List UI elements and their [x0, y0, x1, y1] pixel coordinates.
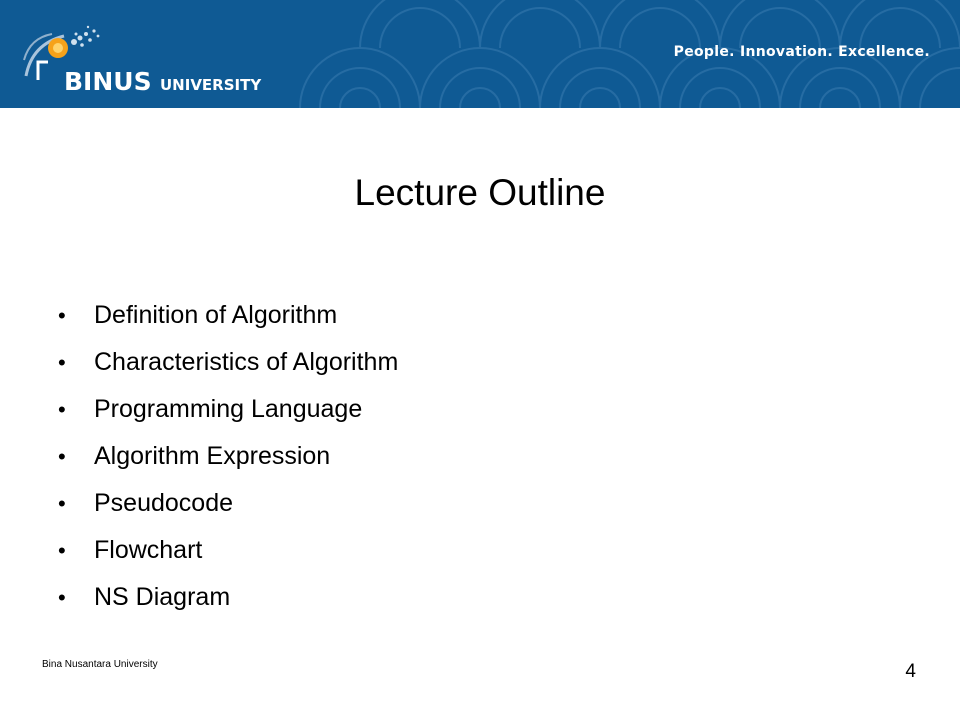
bullet-icon: • [58, 302, 66, 328]
page-number: 4 [905, 661, 916, 682]
list-item [58, 339, 398, 386]
bullet-icon: • [58, 443, 66, 469]
list-item [58, 292, 398, 339]
binus-logo [18, 14, 278, 98]
slide-title: Lecture Outline [354, 172, 606, 213]
logo-brand-text: BINUS [64, 67, 152, 96]
bullet-icon: • [58, 537, 66, 563]
list-item [58, 386, 398, 433]
header-banner [0, 0, 960, 108]
list-item [58, 527, 398, 574]
bullet-icon: • [58, 584, 66, 610]
bullet-icon: • [58, 349, 66, 375]
bullet-text: Characteristics of Algorithm [94, 348, 399, 376]
logo-suffix-text: UNIVERSITY [160, 76, 262, 94]
bullet-text: Algorithm Expression [94, 442, 331, 470]
bullet-icon: • [58, 490, 66, 516]
bullet-text: NS Diagram [94, 583, 231, 611]
list-item [58, 480, 398, 527]
bullet-text: Pseudocode [94, 489, 234, 517]
list-item [58, 433, 398, 480]
bullet-text: Definition of Algorithm [94, 301, 338, 329]
bullet-list [58, 292, 398, 621]
list-item [58, 574, 398, 621]
bullet-text: Programming Language [94, 395, 363, 423]
bullet-text: Flowchart [94, 536, 203, 564]
bullet-icon: • [58, 396, 66, 422]
footer-institution: Bina Nusantara University [42, 659, 158, 670]
tagline: People. Innovation. Excellence. [673, 44, 930, 60]
